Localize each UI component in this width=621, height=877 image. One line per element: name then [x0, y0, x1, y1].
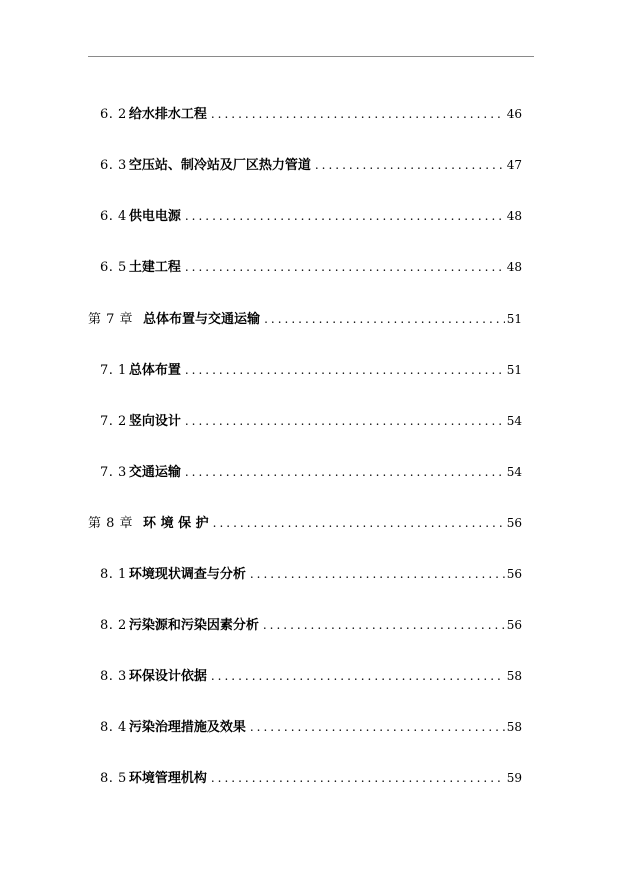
- toc-number: 6. 4: [100, 209, 127, 224]
- dot-leader: [185, 257, 505, 277]
- toc-entry-8-2[interactable]: [100, 615, 522, 635]
- toc-number: 6. 2: [100, 107, 127, 122]
- toc-page-number: 56: [506, 618, 522, 632]
- toc-title: 环境管理机构: [128, 771, 207, 786]
- toc-page-number: 56: [506, 516, 522, 530]
- toc-entry-chapter-7[interactable]: [88, 309, 522, 329]
- dot-leader: [250, 564, 505, 584]
- dot-leader: [315, 155, 505, 175]
- toc-page-number: 54: [506, 414, 522, 428]
- toc-title: 供电电源: [128, 209, 181, 224]
- toc-number: 8. 5: [100, 771, 127, 786]
- toc-entry-7-1[interactable]: [100, 360, 522, 380]
- dot-leader: [263, 615, 505, 635]
- toc-entry-6-4[interactable]: [100, 206, 522, 226]
- toc-chapter-number: 第 7 章: [88, 312, 134, 327]
- toc-number: 7. 3: [100, 465, 127, 480]
- toc-number: 8. 4: [100, 720, 127, 735]
- toc-number: 7. 2: [100, 414, 127, 429]
- toc-chapter-number: 第 8 章: [88, 516, 134, 531]
- dot-leader: [211, 768, 505, 788]
- toc-entry-6-3[interactable]: [100, 155, 522, 175]
- toc-page-number: 58: [506, 669, 522, 683]
- toc-entry-6-5[interactable]: [100, 257, 522, 277]
- toc-page-number: 48: [506, 209, 522, 223]
- toc-title: 土建工程: [128, 260, 181, 275]
- dot-leader: [185, 360, 505, 380]
- toc-number: 8. 3: [100, 669, 127, 684]
- toc-entry-8-3[interactable]: [100, 666, 522, 686]
- toc-title: 交通运输: [128, 465, 181, 480]
- dot-leader: [250, 717, 505, 737]
- dot-leader: [211, 104, 505, 124]
- toc-title: 竖向设计: [128, 414, 181, 429]
- toc-entry-7-2[interactable]: [100, 411, 522, 431]
- toc-title: 总体布置: [128, 363, 181, 378]
- dot-leader: [185, 462, 505, 482]
- toc-entry-chapter-8[interactable]: [88, 513, 522, 533]
- toc-entry-8-4[interactable]: [100, 717, 522, 737]
- toc-entry-8-5[interactable]: [100, 768, 522, 788]
- toc-title: 总体布置与交通运输: [143, 312, 261, 327]
- toc-entry-6-2[interactable]: [100, 104, 522, 124]
- toc-page-number: 47: [506, 158, 522, 172]
- header-rule: [88, 56, 534, 57]
- dot-leader: [213, 513, 505, 533]
- toc-title: 给水排水工程: [128, 107, 207, 122]
- toc-title: 污染治理措施及效果: [128, 720, 246, 735]
- toc-page-number: 46: [506, 107, 522, 121]
- dot-leader: [264, 309, 505, 329]
- toc-title: 环保设计依据: [128, 669, 207, 684]
- toc-page-number: 54: [506, 465, 522, 479]
- toc-number: 8. 1: [100, 567, 127, 582]
- toc-page-number: 51: [506, 312, 522, 326]
- toc-number: 8. 2: [100, 618, 127, 633]
- toc-entry-8-1[interactable]: [100, 564, 522, 584]
- toc-title: 环境现状调查与分析: [128, 567, 246, 582]
- dot-leader: [185, 411, 505, 431]
- toc-page-number: 51: [506, 363, 522, 377]
- toc-page-number: 48: [506, 260, 522, 274]
- toc-number: 7. 1: [100, 363, 127, 378]
- toc-page-number: 56: [506, 567, 522, 581]
- toc-title: 环 境 保 护: [143, 516, 209, 531]
- toc-title: 空压站、制冷站及厂区热力管道: [128, 158, 311, 173]
- toc-page-number: 59: [506, 771, 522, 785]
- toc-number: 6. 3: [100, 158, 127, 173]
- toc-title: 污染源和污染因素分析: [128, 618, 259, 633]
- toc-entry-7-3[interactable]: [100, 462, 522, 482]
- toc-page-number: 58: [506, 720, 522, 734]
- dot-leader: [185, 206, 505, 226]
- toc-number: 6. 5: [100, 260, 127, 275]
- dot-leader: [211, 666, 505, 686]
